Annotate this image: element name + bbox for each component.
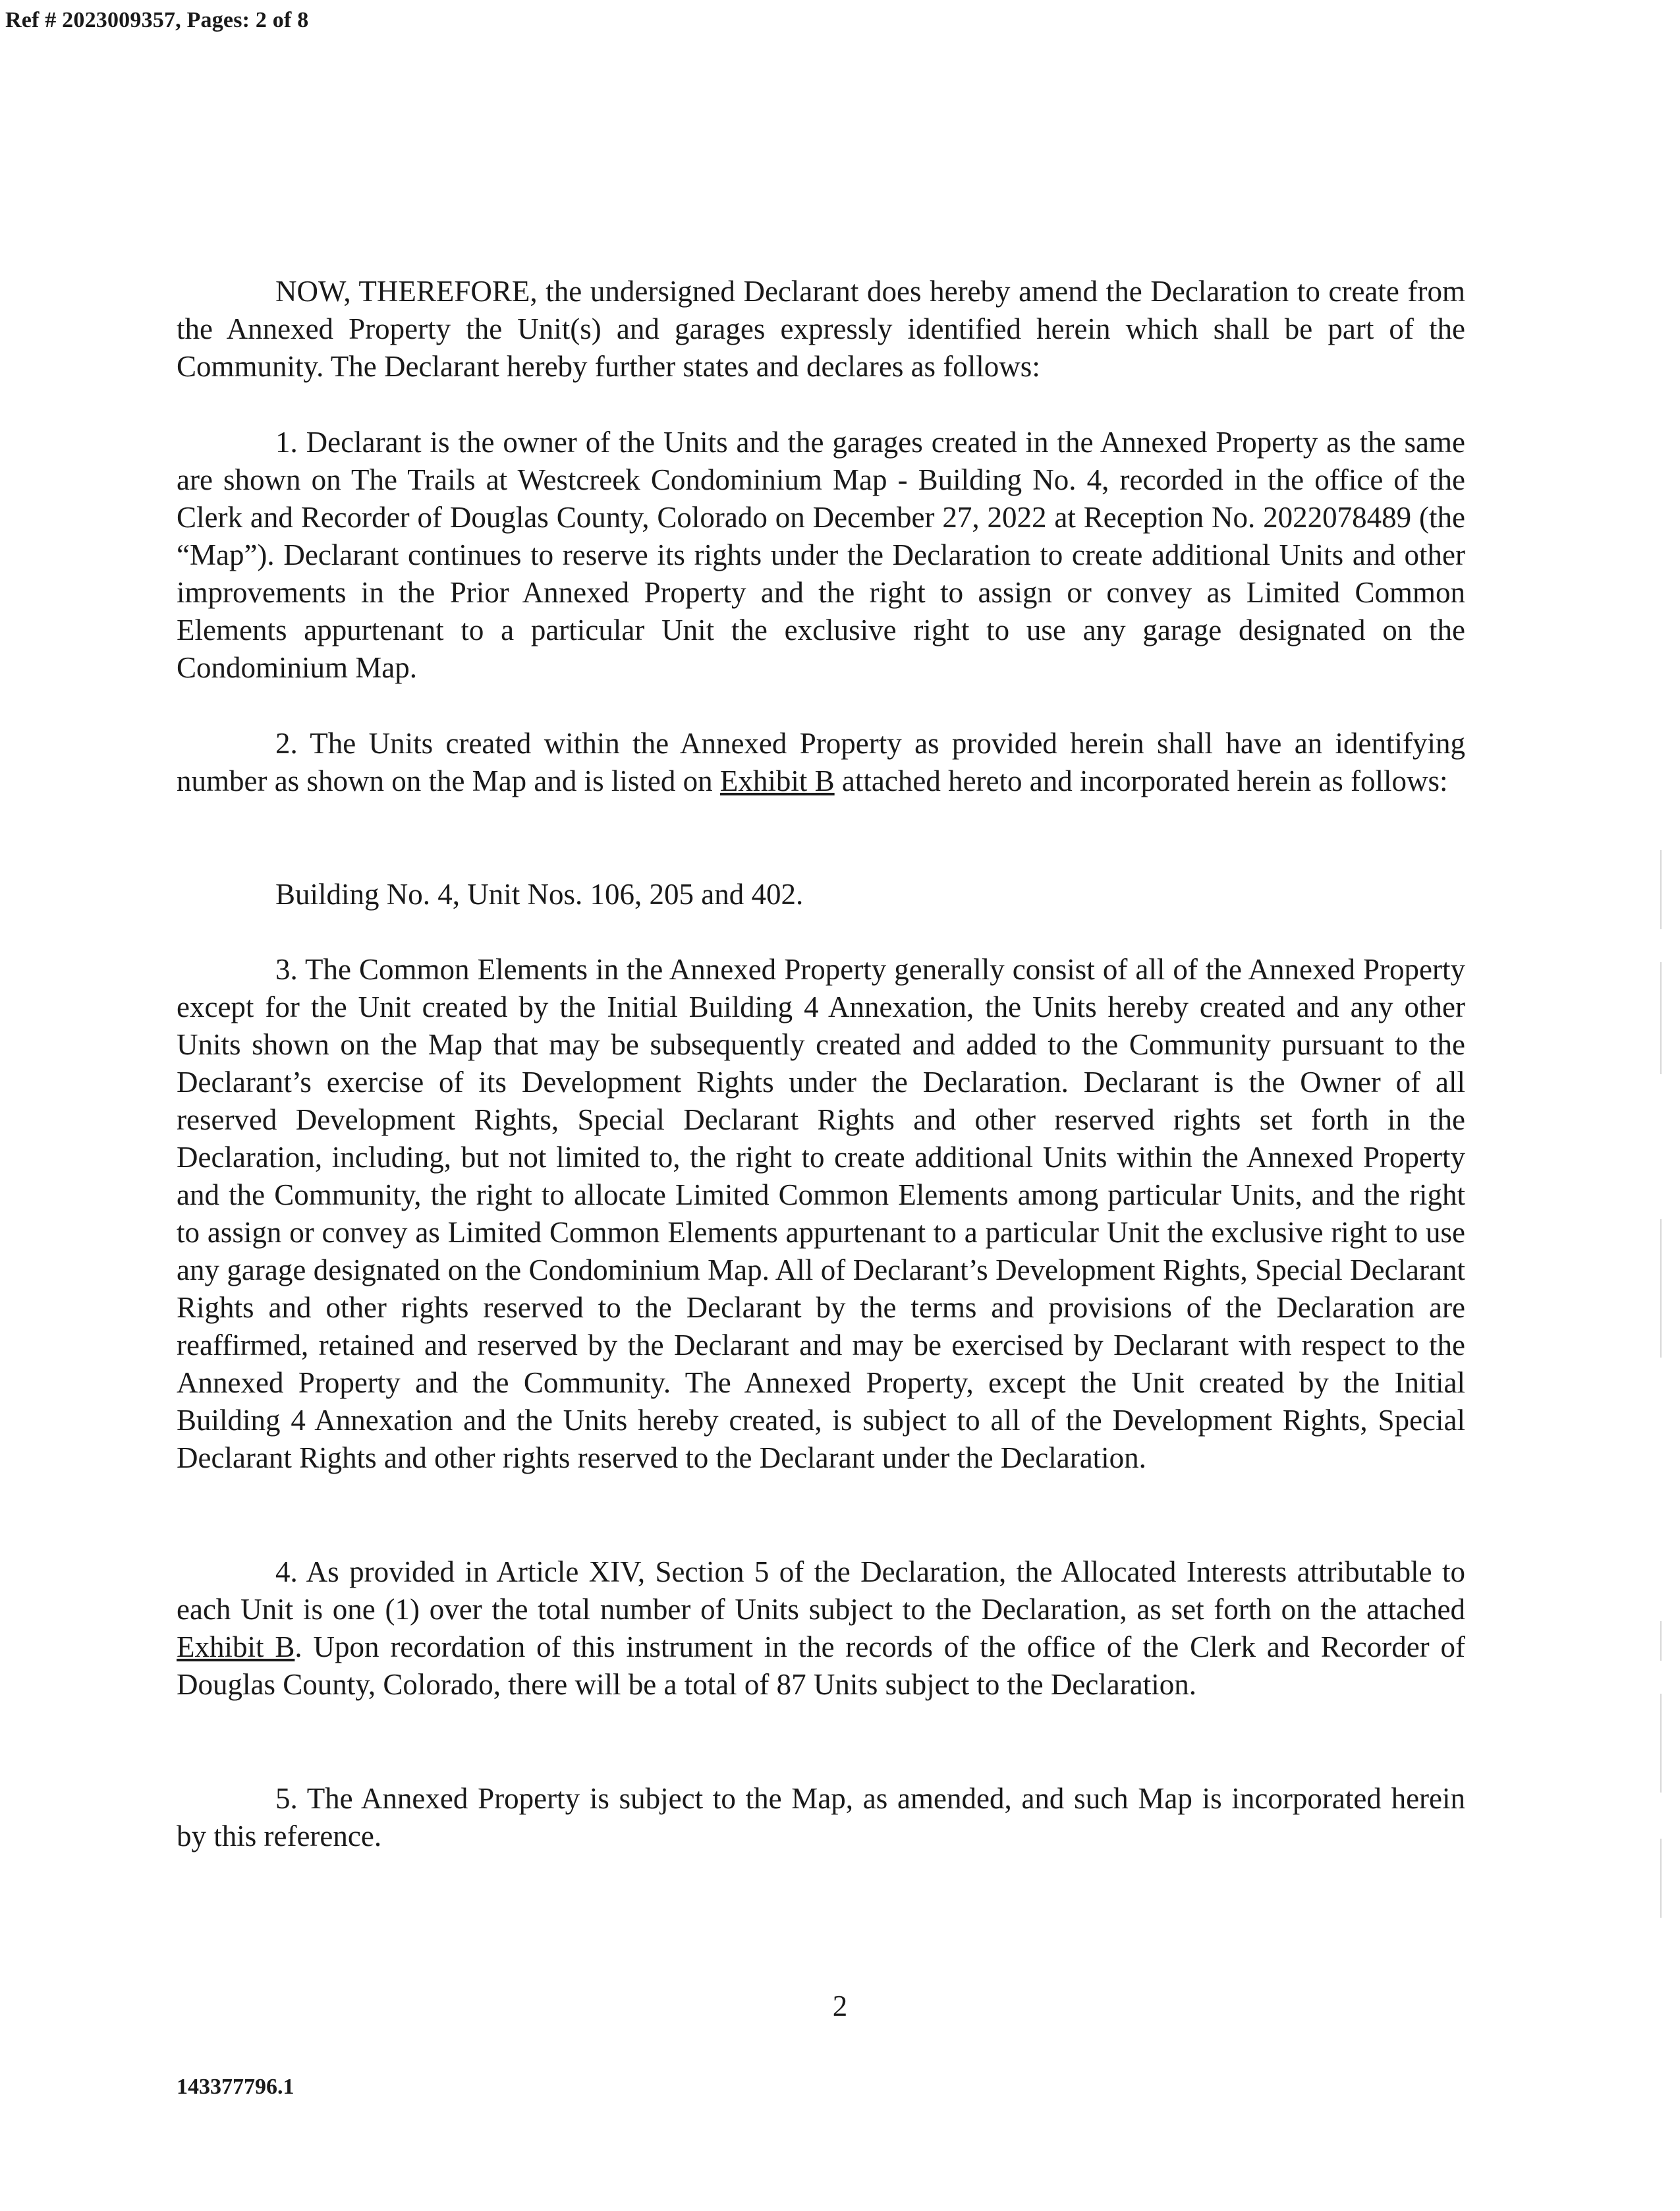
paragraph-4-text-before: 4. As provided in Article XIV, Section 5 of the Declaration, the Allocated Interests attributable to each Unit is one (1) over the total number of Units subject to the Declaration, as set forth on the attached (177, 1555, 1465, 1626)
document-id: 143377796.1 (177, 2075, 294, 2099)
scan-margin-mark (1660, 1839, 1662, 1918)
scan-margin-mark (1660, 850, 1662, 929)
paragraph-2-text-after: attached hereto and incorporated herein as follows: (834, 764, 1448, 797)
paragraph-5: 5. The Annexed Property is subject to the Map, as amended, and such Map is incorporated herein by this reference. (177, 1782, 1465, 1852)
paragraph-1: 1. Declarant is the owner of the Units and the garages created in the Annexed Property as the same are shown on The Trails at Westcreek Condominium Map - Building No. 4, recorded in the office of the Clerk and Recorder of Douglas County, Colorado on December 27, 2022 at Reception No. 2022078489 (the “Map”). Declarant continues to reserve its rights under the Declaration to create additional Units and other improvements in the Prior Annexed Property and the right to assign or convey as Limited Common Elements appurtenant to a particular Unit the exclusive right to use any garage designated on the Condominium Map. (177, 426, 1465, 684)
exhibit-b-reference-2: Exhibit B (177, 1630, 295, 1663)
paragraph-3: 3. The Common Elements in the Annexed Property generally consist of all of the Annexed Property except for the Unit created by the Initial Building 4 Annexation, the Units hereby created and any other Units shown on the Map that may be subsequently created and added to the Community pursuant to the Declarant’s exercise of its Development Rights under the Declaration. Declarant is the Owner of all reserved Development Rights, Special Declarant Rights and other reserved rights set forth in the Declaration, including, but not limited to, the right to create additional Units within the Annexed Property and the Community, the right to allocate Limited Common Elements among particular Units, and the right to assign or convey as Limited Common Elements appurtenant to a particular Unit the exclusive right to use any garage designated on the Condominium Map. All of Declarant’s Development Rights, Special Declarant Rights and other rights reserved to the Declarant by the terms and provisions of the Declaration are reaffirmed, retained and reserved by the Declarant and may be exercised by Declarant with respect to the Annexed Property and the Community. The Annexed Property, except the Unit created by the Initial Building 4 Annexation and the Units hereby created, is subject to all of the Development Rights, Special Declarant Rights and other rights reserved to the Declarant under the Declaration. (177, 953, 1465, 1474)
intro-paragraph: NOW, THEREFORE, the undersigned Declarant does hereby amend the Declaration to create from the Annexed Property the Unit(s) and garages expressly identified herein which shall be part of the Community. The Declarant hereby further states and declares as follows: (177, 275, 1465, 383)
paragraph-2-text-before: 2. The Units created within the Annexed Property as provided herein shall have an identifying number as shown on the Map and is listed on (177, 727, 1465, 797)
scan-margin-mark (1660, 1219, 1662, 1358)
paragraph-4-text-after: . Upon recordation of this instrument in the records of the office of the Clerk and Recorder of Douglas County, Colorado, there will be a total of 87 Units subject to the Declaration. (177, 1630, 1466, 1701)
paragraph-2 (177, 725, 1465, 800)
recording-reference: Ref # 2023009357, Pages: 2 of 8 (5, 8, 309, 32)
scan-margin-mark (1660, 962, 1662, 1074)
scan-margin-mark (1660, 1694, 1662, 1793)
unit-numbers-line: Building No. 4, Unit Nos. 106, 205 and 402. (275, 878, 804, 911)
page-number: 2 (832, 1990, 848, 2023)
exhibit-b-reference: Exhibit B (719, 764, 835, 797)
paragraph-4 (177, 1553, 1465, 1704)
scan-margin-mark (1660, 1621, 1662, 1661)
